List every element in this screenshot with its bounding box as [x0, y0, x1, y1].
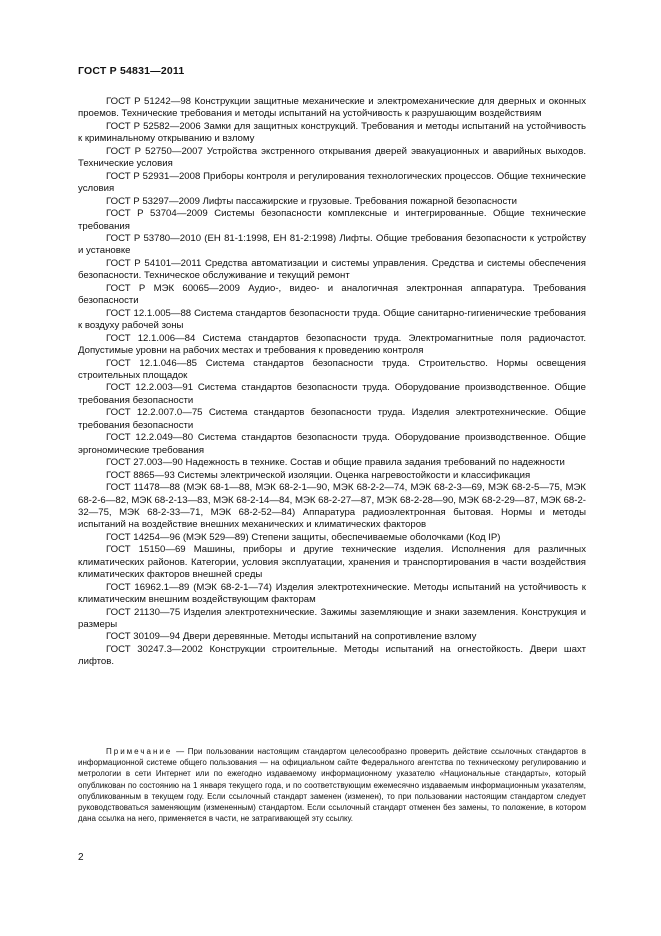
- reference-item: ГОСТ 14254—96 (МЭК 529—89) Степени защиты, обеспечиваемые оболочками (Код IP): [106, 531, 501, 543]
- reference-item: ГОСТ Р 51242—98 Конструкции защитные механические и электромеханические для дверных и оконных проемов. Технические требования и методы испытаний на устойчивость к разрушающим воздействиям: [78, 96, 586, 120]
- reference-item: ГОСТ 30109—94 Двери деревянные. Методы испытаний на сопротивление взлому: [106, 631, 477, 643]
- reference-item: ГОСТ Р 52582—2006 Замки для защитных конструкций. Требования и методы испытаний на устойчивость к криминальному открыванию и взлому: [78, 120, 586, 145]
- reference-item: ГОСТ 27.003—90 Надежность в технике. Состав и общие правила задания требований по надежности: [106, 457, 565, 469]
- reference-item: ГОСТ 12.2.049—80 Система стандартов безопасности труда. Оборудование производственное. Общие эргономические требования: [78, 432, 586, 456]
- note-text: — При пользовании настоящим стандартом целесообразно проверить действие ссылочных стандартов в информационной системе общего пользования — на официальном сайте Федерального агентства по техническому регулированию и метрологии в сети Интернет или по ежегодно издаваемому информационному указателю «Национальные стандарты», который опубликован по состоянию на 1 января текущего года, и по соответствующим ежемесячно издаваемым информационным указателям, опубликованным в текущем году. Если ссылочный стандарт заменен (изменен), то при пользовании настоящим стандартом следует руководствоваться заменяющим (измененным) стандартом. Если ссылочный стандарт отменен без замены, то положение, в котором дана ссылка на него, применяется в части, не затрагивающей эту ссылку.: [78, 747, 586, 824]
- reference-item: ГОСТ 16962.1—89 (МЭК 68-2-1—74) Изделия электротехнические. Методы испытаний на устойчивость к климатическим внешним воздействующим факторам: [78, 581, 586, 606]
- page-number: 2: [78, 852, 84, 863]
- normative-references: [78, 96, 586, 669]
- note-label: Примечание: [106, 747, 173, 756]
- reference-item: ГОСТ 12.1.046—85 Система стандартов безопасности труда. Строительство. Нормы освещения строительных площадок: [78, 357, 586, 381]
- reference-item: ГОСТ 15150—69 Машины, приборы и другие технические изделия. Исполнения для различных климатических районов. Категории, условия эксплуатации, хранения и транспортирования в части воздействия климатических факторов внешней среды: [78, 544, 586, 581]
- reference-item: ГОСТ 12.2.003—91 Система стандартов безопасности труда. Оборудование производственное. Общие требования безопасности: [78, 382, 586, 406]
- reference-item: ГОСТ 12.1.006—84 Система стандартов безопасности труда. Электромагнитные поля радиочастот. Допустимые уровни на рабочих местах и требования к проведению контроля: [78, 332, 586, 357]
- reference-item: ГОСТ 11478—88 (МЭК 68-1—88, МЭК 68-2-1—90, МЭК 68-2-2—74, МЭК 68-2-3—69, МЭК 68-2-5—75, МЭК 68-2-6—82, МЭК 68-2-13—83, МЭК 68-2-14—84, МЭК 68-2-27—87, МЭК 68-2-28—90, МЭК 68-2-29—87, МЭК 68-2-32—75, МЭК 68-2-33—71, МЭК 68-2-52—84) Аппаратура радиоэлектронная бытовая. Нормы и методы испытаний на воздействие внешних механических и климатических факторов: [78, 482, 586, 531]
- reference-item: ГОСТ 12.1.005—88 Система стандартов безопасности труда. Общие санитарно-гигиенические требования к воздуху рабочей зоны: [78, 307, 586, 332]
- reference-item: ГОСТ Р 53297—2009 Лифты пассажирские и грузовые. Требования пожарной безопасности: [106, 195, 518, 207]
- reference-item: ГОСТ Р 52931—2008 Приборы контроля и регулирования технологических процессов. Общие технические условия: [78, 170, 586, 195]
- reference-item: ГОСТ 12.2.007.0—75 Система стандартов безопасности труда. Изделия электротехнические. Общие требования безопасности: [78, 407, 586, 431]
- reference-item: ГОСТ Р 52750—2007 Устройства экстренного открывания дверей эвакуационных и аварийных выходов. Технические условия: [78, 145, 586, 170]
- reference-item: ГОСТ 21130—75 Изделия электротехнические. Зажимы заземляющие и знаки заземления. Конструкция и размеры: [78, 606, 586, 631]
- reference-item: ГОСТ Р МЭК 60065—2009 Аудио-, видео- и аналогичная электронная аппаратура. Требования безопасности: [78, 282, 586, 307]
- reference-item: ГОСТ Р 53704—2009 Системы безопасности комплексные и интегрированные. Общие технические требования: [78, 208, 586, 232]
- reference-item: ГОСТ 30247.3—2002 Конструкции строительные. Методы испытаний на огнестойкость. Двери шахт лифтов.: [78, 643, 586, 668]
- reference-item: ГОСТ Р 53780—2010 (ЕН 81-1:1998, ЕН 81-2:1998) Лифты. Общие требования безопасности к устройству и установке: [78, 232, 586, 257]
- reference-item: ГОСТ Р 54101—2011 Средства автоматизации и системы управления. Средства и системы обеспечения безопасности. Техническое обслуживание и текущий ремонт: [78, 257, 586, 282]
- note-paragraph: [78, 746, 586, 824]
- note-block: [78, 746, 586, 824]
- document-header: ГОСТ Р 54831—2011: [78, 65, 185, 77]
- reference-item: ГОСТ 8865—93 Системы электрической изоляции. Оценка нагревостойкости и классификация: [106, 469, 531, 481]
